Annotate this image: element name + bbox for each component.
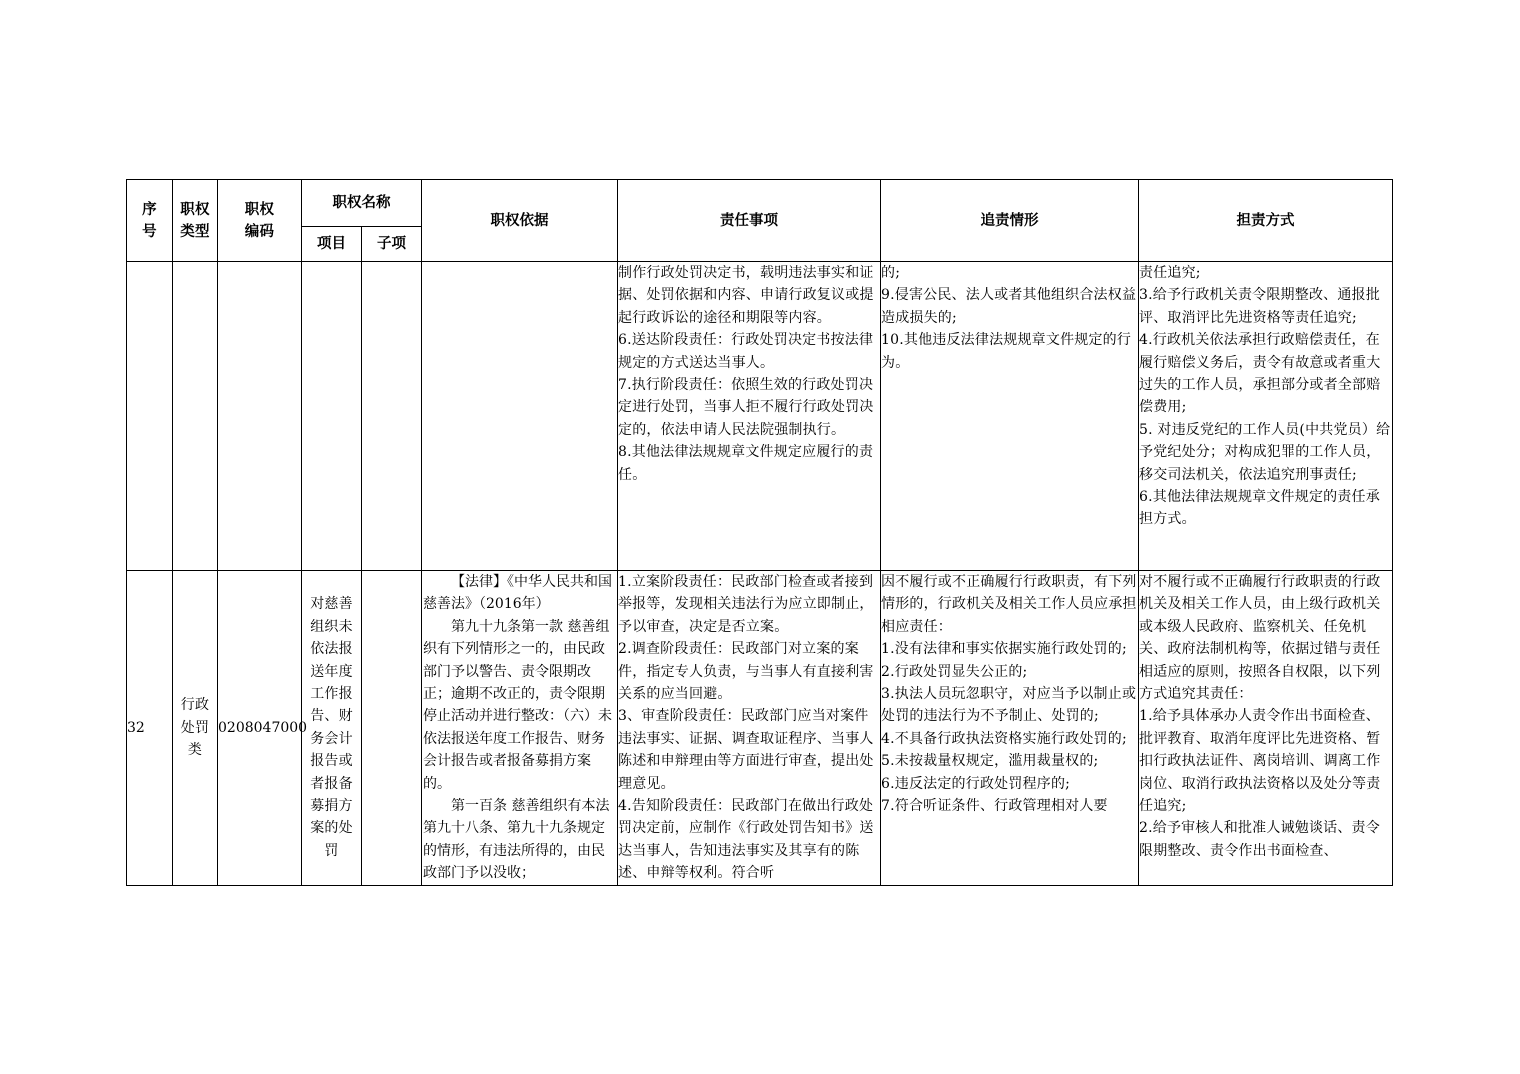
row32-code: 0208047000 xyxy=(218,571,302,886)
cont-code xyxy=(218,262,302,571)
basis-law-title: 【法律】《中华人民共和国慈善法》（2016年） xyxy=(423,574,612,613)
header-seq: 序 号 xyxy=(127,180,173,262)
authority-table xyxy=(126,179,1393,886)
header-name: 职权名称 xyxy=(302,180,422,227)
basis-article-99: 第九十九条第一款 慈善组织有下列情形之一的，由民政部门予以警告、责令限期改正；逾期不改正的，责令限期停止活动并进行整改：（六）未依法报送年度工作报告、财务会计报告或者报备募捐方案的。 xyxy=(423,618,612,792)
cont-bearing: 责任追究; 3.给予行政机关责令限期整改、通报批评、取消评比先进资格等责任追究; 4.行政机关依法承担行政赔偿责任，在履行赔偿义务后，责令有故意或者重大过失的工作人员，承担部分或者全部赔偿费用; 5. 对违反党纪的工作人员(中共党员）给予党纪处分；对构成犯罪的工作人员，移交司法机关，依法追究刑事责任; 6.其他法律法规规章文件规定的责任承担方式。 xyxy=(1139,262,1393,571)
cont-seq xyxy=(127,262,173,571)
basis-article-100: 第一百条 慈善组织有本法第九十八条、第九十九条规定的情形，有违法所得的，由民政部门予以没收； xyxy=(423,798,610,882)
cont-item xyxy=(302,262,362,571)
header-duty: 责任事项 xyxy=(618,180,881,262)
header-bearing: 担责方式 xyxy=(1139,180,1393,262)
cont-basis xyxy=(422,262,618,571)
header-type: 职权 类型 xyxy=(173,180,218,262)
row32-bearing: 对不履行或不正确履行行政职责的行政机关及相关工作人员，由上级行政机关或本级人民政府、监察机关、任免机关、政府法制机构等，依据过错与责任相适应的原则，按照各自权限，以下列方式追究其责任： 1.给予具体承办人责令作出书面检查、批评教育、取消年度评比先进资格、暂扣行政执法证件、离岗培训、调离工作岗位、取消行政执法资格以及处分等责任追究; 2.给予审核人和批准人诫勉谈话、责令限期整改、责令作出书面检查、 xyxy=(1139,571,1393,886)
header-item: 项目 xyxy=(302,227,362,262)
cont-type xyxy=(173,262,218,571)
row32-type: 行政 处罚 类 xyxy=(173,571,218,886)
row32-accountability: 因不履行或不正确履行行政职责，有下列情形的，行政机关及相关工作人员应承担相应责任： 1.没有法律和事实依据实施行政处罚的; 2.行政处罚显失公正的; 3.执法人员玩忽职守，对应当予以制止或处罚的违法行为不予制止、处罚的; 4.不具备行政执法资格实施行政处罚的; 5.未按裁量权规定，滥用裁量权的; 6.违反法定的行政处罚程序的; 7.符合听证条件、行政管理相对人要 xyxy=(881,571,1139,886)
row32-basis xyxy=(422,571,618,886)
cont-accountability: 的; 9.侵害公民、法人或者其他组织合法权益造成损失的; 10.其他违反法律法规规章文件规定的行为。 xyxy=(881,262,1139,571)
cont-duty: 制作行政处罚决定书，载明违法事实和证据、处罚依据和内容、申请行政复议或提起行政诉讼的途径和期限等内容。 6.送达阶段责任：行政处罚决定书按法律规定的方式送达当事人。 7.执行阶段责任：依照生效的行政处罚决定进行处罚，当事人拒不履行行政处罚决定的，依法申请人民法院强制执行。 8.其他法律法规规章文件规定应履行的责任。 xyxy=(618,262,881,571)
cont-subitem xyxy=(362,262,422,571)
row32-duty: 1.立案阶段责任：民政部门检查或者接到举报等，发现相关违法行为应立即制止，予以审查，决定是否立案。 2.调查阶段责任：民政部门对立案的案件，指定专人负责，与当事人有直接利害关系的应当回避。 3、审查阶段责任：民政部门应当对案件违法事实、证据、调查取证程序、当事人陈述和申辩理由等方面进行审查，提出处理意见。 4.告知阶段责任：民政部门在做出行政处罚决定前，应制作《行政处罚告知书》送达当事人，告知违法事实及其享有的陈述、申辩等权利。符合听 xyxy=(618,571,881,886)
header-code: 职权 编码 xyxy=(218,180,302,262)
header-accountability: 追责情形 xyxy=(881,180,1139,262)
header-basis: 职权依据 xyxy=(422,180,618,262)
row32-subitem xyxy=(362,571,422,886)
header-row-1 xyxy=(127,180,1393,227)
row32-seq: 32 xyxy=(127,571,173,886)
table-row-32 xyxy=(127,571,1393,886)
table-row-continued xyxy=(127,262,1393,571)
row32-item: 对慈善 组织未 依法报 送年度 工作报 告、财 务会计 报告或 者报备 募捐方 案的处 罚 xyxy=(302,571,362,886)
header-subitem: 子项 xyxy=(362,227,422,262)
